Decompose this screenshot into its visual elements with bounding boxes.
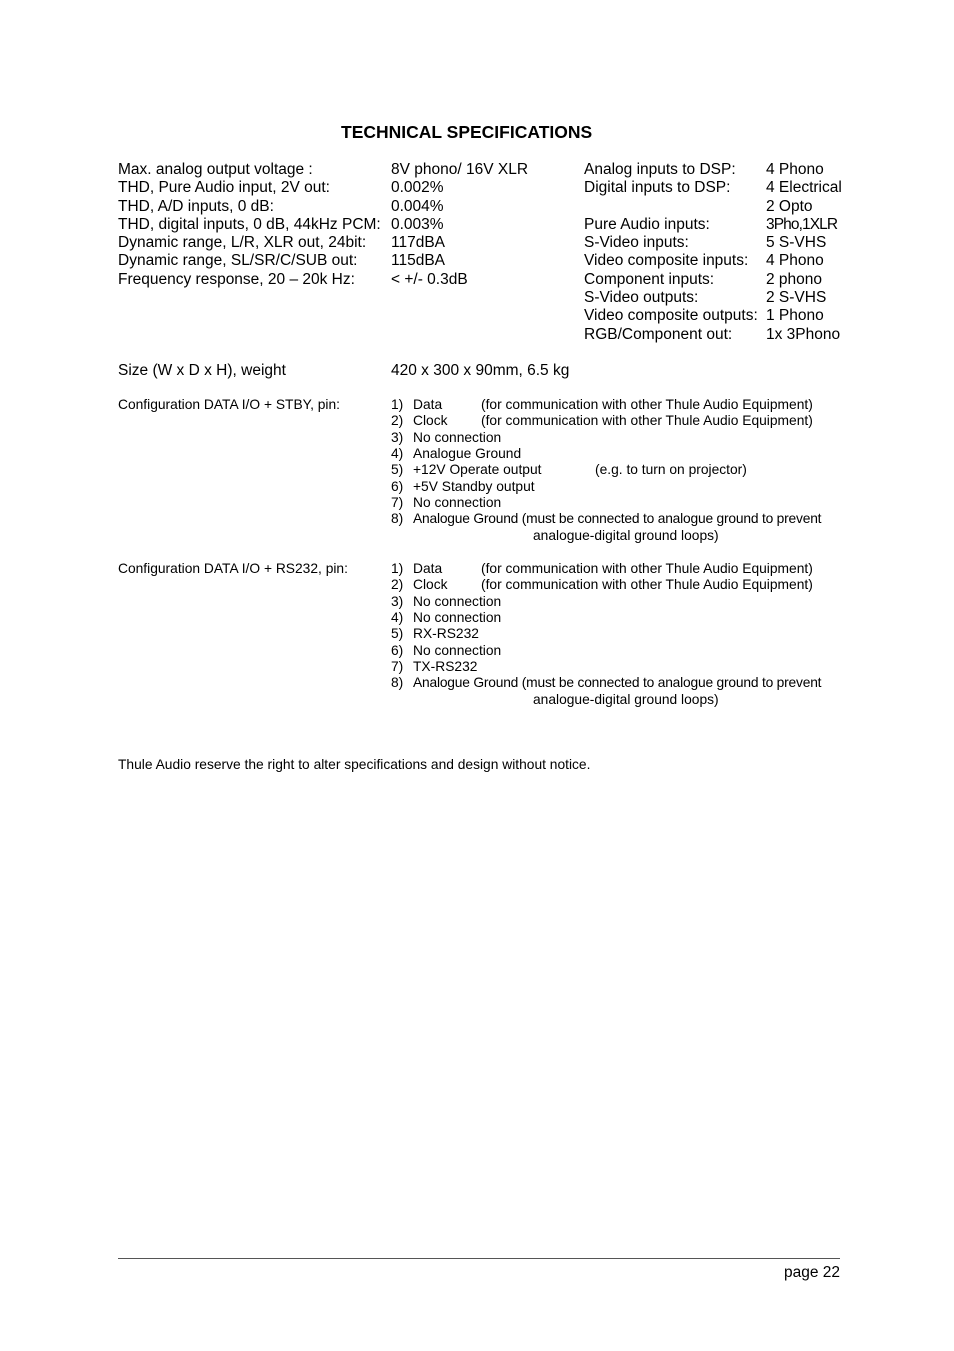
- spec-value: 117dBA: [391, 234, 446, 252]
- spec-value: 2 phono: [766, 270, 823, 288]
- spec-label: THD, Pure Audio input, 2V out:: [118, 179, 330, 197]
- pin-number: 7): [391, 495, 404, 511]
- spec-label: Pure Audio inputs:: [584, 215, 710, 233]
- left-spec-values: [391, 161, 528, 289]
- pin-row: [391, 659, 851, 675]
- pin-name: Clock: [413, 413, 448, 429]
- pin-note: (for communication with other Thule Audio Equipment): [481, 577, 813, 593]
- pin-number: 4): [391, 610, 404, 626]
- spec-label: Dynamic range, SL/SR/C/SUB out:: [118, 252, 358, 270]
- pin-number: 2): [391, 413, 404, 429]
- spec-value: 1x 3Phono: [766, 325, 841, 343]
- pin-row: [391, 511, 851, 527]
- pin-number: 4): [391, 446, 404, 462]
- spec-label: THD, digital inputs, 0 dB, 44kHz PCM:: [118, 215, 381, 233]
- pin-number: 3): [391, 593, 404, 609]
- pin-note: (for communication with other Thule Audio Equipment): [481, 561, 813, 576]
- pin-name: No connection: [413, 593, 502, 609]
- pin-continuation: analogue-digital ground loops): [533, 691, 719, 707]
- pin-name: No connection: [413, 429, 502, 445]
- pin-continuation: analogue-digital ground loops): [533, 527, 719, 543]
- pin-row: [391, 643, 851, 659]
- spec-label: Digital inputs to DSP:: [584, 179, 731, 197]
- pin-name: +5V Standby output: [413, 478, 535, 494]
- spec-value: 0.003%: [391, 215, 444, 233]
- pin-row-continuation: [391, 692, 851, 708]
- pin-number: 7): [391, 659, 404, 675]
- pin-row: [391, 462, 851, 478]
- pin-note: (e.g. to turn on projector): [595, 462, 747, 478]
- spec-value: 2 Opto: [766, 197, 813, 215]
- spec-label: S-Video inputs:: [584, 234, 689, 252]
- pin-name: Analogue Ground (must be connected to analogue ground to prevent: [413, 511, 822, 527]
- spec-label: Video composite outputs:: [584, 307, 758, 325]
- rs232-config-label: Configuration DATA I/O + RS232, pin:: [118, 561, 348, 576]
- spec-value: 115dBA: [391, 252, 446, 270]
- pin-row: [391, 561, 851, 577]
- pin-row: [391, 626, 851, 642]
- pin-note: (for communication with other Thule Audio Equipment): [481, 413, 813, 429]
- pin-row-continuation: [391, 528, 851, 544]
- spec-value: 8V phono/ 16V XLR: [391, 161, 529, 178]
- pin-name: Data: [413, 397, 443, 412]
- spec-label: Frequency response, 20 – 20k Hz:: [118, 270, 355, 288]
- pin-row: [391, 495, 851, 511]
- spec-label: THD, A/D inputs, 0 dB:: [118, 197, 274, 215]
- spec-label: Max. analog output voltage :: [118, 161, 313, 178]
- pin-row: [391, 413, 851, 429]
- pin-name: Clock: [413, 577, 448, 593]
- pin-number: 3): [391, 429, 404, 445]
- page-number: page 22: [784, 1264, 841, 1281]
- spec-value: 4 Phono: [766, 252, 824, 270]
- spec-label: Component inputs:: [584, 270, 715, 288]
- disclaimer: Thule Audio reserve the right to alter specifications and design without notice.: [118, 757, 591, 772]
- pin-number: 5): [391, 626, 404, 642]
- pin-number: 6): [391, 478, 404, 494]
- spec-value: 5 S-VHS: [766, 234, 827, 252]
- pin-number: 5): [391, 462, 404, 478]
- pin-name: No connection: [413, 610, 502, 626]
- pin-name: No connection: [413, 642, 502, 658]
- stby-config-label: Configuration DATA I/O + STBY, pin:: [118, 397, 341, 412]
- spec-value: < +/- 0.3dB: [391, 270, 468, 288]
- pin-row: [391, 397, 851, 413]
- rs232-pin-list: [391, 561, 851, 708]
- pin-row: [391, 594, 851, 610]
- footer-divider: [118, 1258, 840, 1259]
- pin-name: No connection: [413, 495, 502, 511]
- right-spec-values: [766, 161, 842, 344]
- spec-value: 3Pho,1XLR: [766, 215, 838, 233]
- pin-row: [391, 446, 851, 462]
- spec-label: Dynamic range, L/R, XLR out, 24bit:: [118, 234, 367, 252]
- pin-name: RX-RS232: [413, 626, 479, 642]
- spec-value: 1 Phono: [766, 307, 824, 325]
- spec-value: 0.004%: [391, 197, 444, 215]
- spec-label: RGB/Component out:: [584, 325, 733, 343]
- pin-name: Data: [413, 561, 443, 576]
- pin-number: 2): [391, 577, 404, 593]
- spec-value: 4 Electrical: [766, 179, 842, 197]
- pin-name: +12V Operate output: [413, 462, 542, 478]
- pin-note: (for communication with other Thule Audio Equipment): [481, 397, 813, 412]
- pin-name: Analogue Ground: [413, 446, 522, 462]
- pin-row: [391, 577, 851, 593]
- spec-label: [584, 198, 758, 216]
- size-label: Size (W x D x H), weight: [118, 362, 286, 379]
- stby-pin-list: [391, 397, 851, 544]
- pin-name: Analogue Ground (must be connected to analogue ground to prevent: [413, 675, 822, 691]
- size-value: 420 x 300 x 90mm, 6.5 kg: [391, 362, 570, 379]
- spec-label: Analog inputs to DSP:: [584, 161, 736, 178]
- spec-value: 4 Phono: [766, 161, 824, 178]
- page-title: TECHNICAL SPECIFICATIONS: [341, 122, 593, 142]
- spec-value: 2 S-VHS: [766, 289, 827, 307]
- pin-name: TX-RS232: [413, 659, 478, 675]
- pin-row: [391, 430, 851, 446]
- pin-number: 1): [391, 397, 404, 412]
- pin-row: [391, 479, 851, 495]
- pin-row: [391, 675, 851, 691]
- spec-value: 0.002%: [391, 179, 444, 197]
- pin-row: [391, 610, 851, 626]
- pin-number: 6): [391, 642, 404, 658]
- left-spec-labels: [118, 161, 381, 289]
- spec-label: Video composite inputs:: [584, 252, 749, 270]
- pin-number: 8): [391, 511, 404, 527]
- right-spec-labels: [584, 161, 758, 344]
- spec-label: S-Video outputs:: [584, 289, 699, 307]
- pin-number: 1): [391, 561, 404, 576]
- pin-number: 8): [391, 675, 404, 691]
